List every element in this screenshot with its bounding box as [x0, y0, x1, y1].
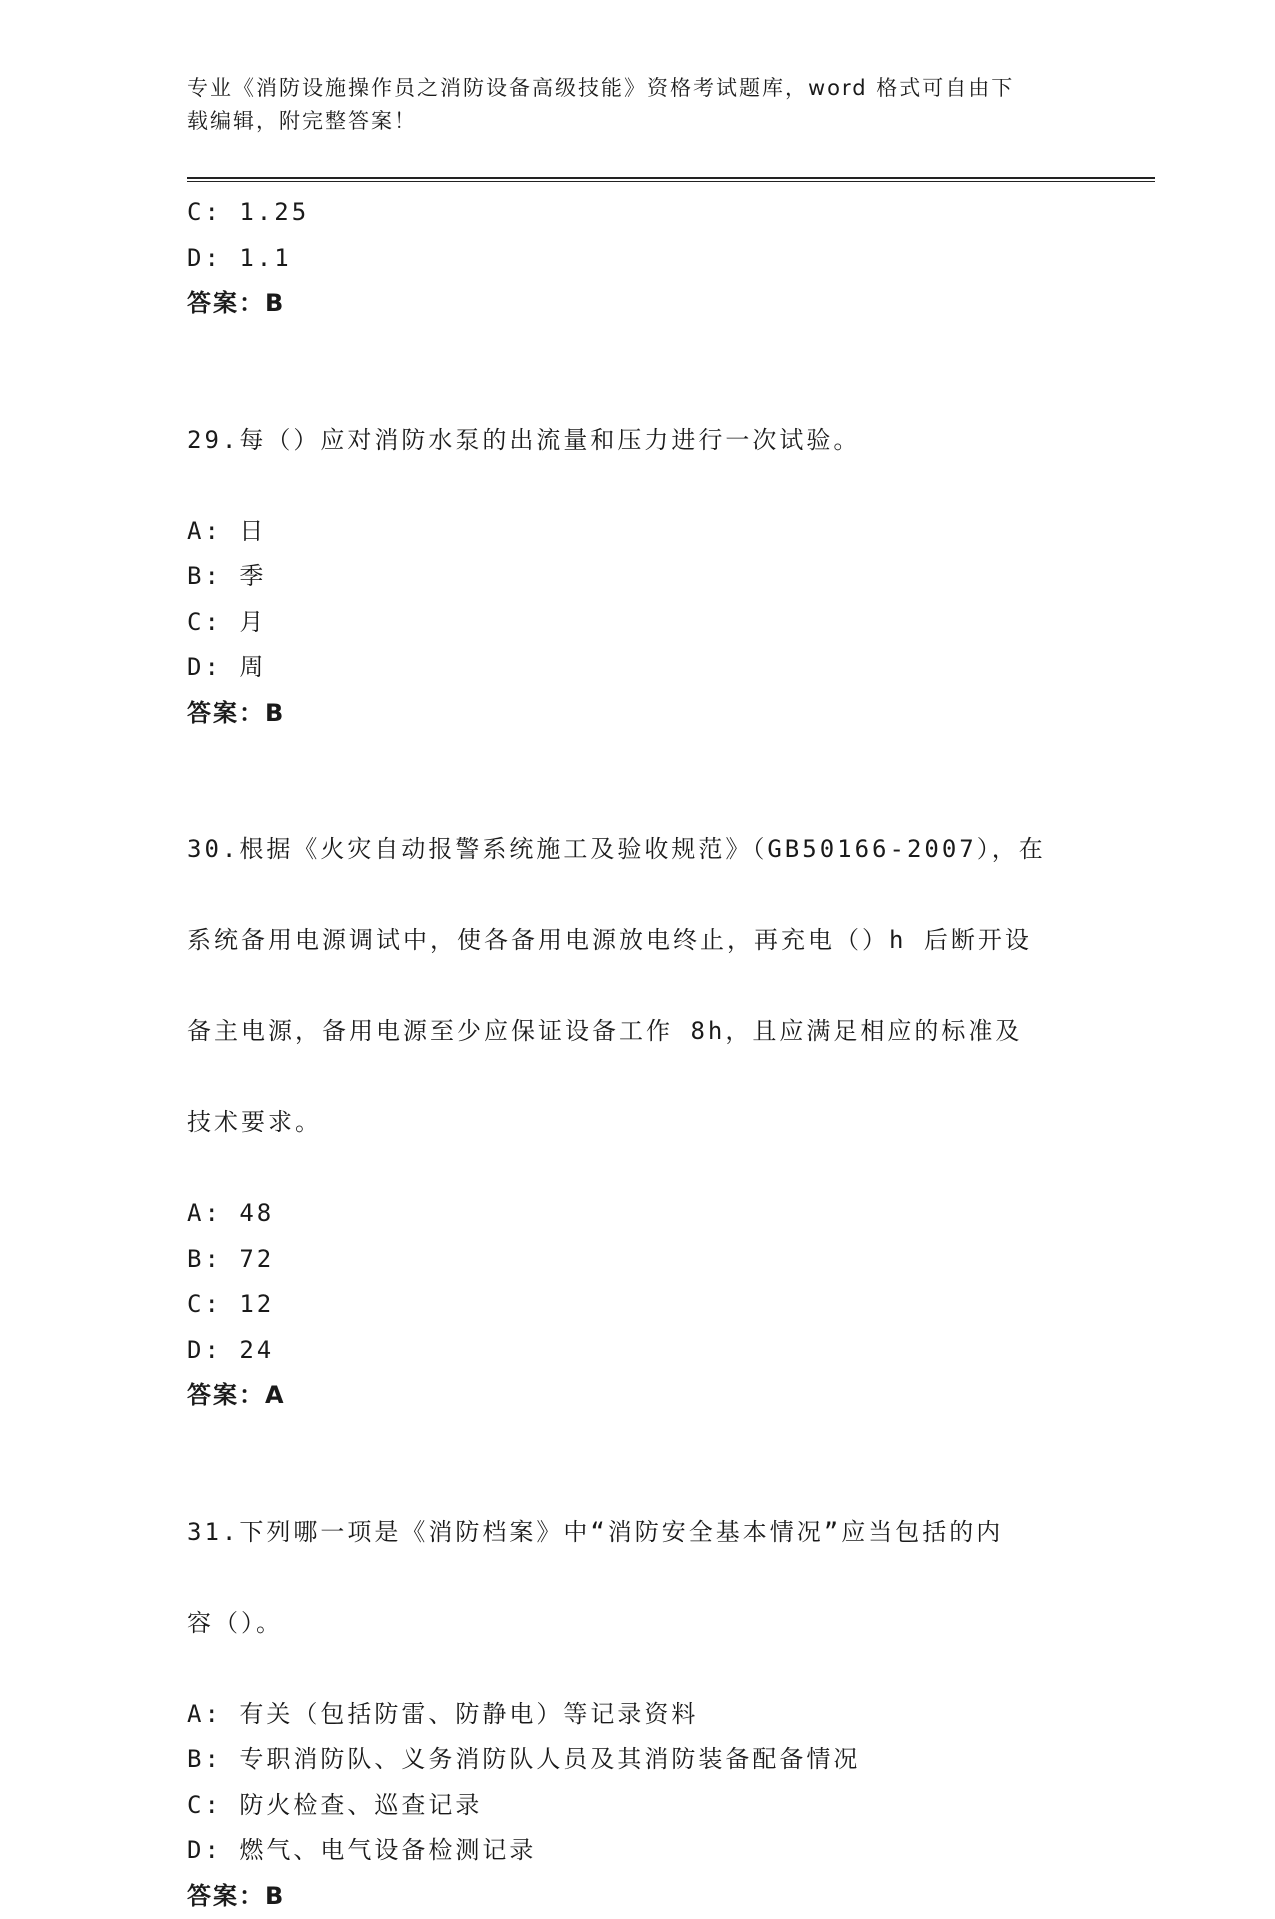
option-a	[187, 1191, 1087, 1237]
question-list	[187, 190, 1087, 1919]
option-c	[187, 600, 1087, 646]
option-c	[187, 190, 1087, 236]
option-label: B:	[187, 562, 222, 590]
option-text: 72	[239, 1245, 274, 1273]
stem-line: 30.根据《火灾自动报警系统施工及验收规范》（GB50166-2007），在	[187, 827, 1087, 873]
option-label: C:	[187, 608, 222, 636]
option-b	[187, 1737, 1087, 1783]
question-29	[187, 372, 1087, 736]
stem-line: 备主电源，备用电源至少应保证设备工作 8h，且应满足相应的标准及	[187, 1009, 1087, 1055]
question-stem	[187, 372, 1087, 509]
option-label: D:	[187, 653, 222, 681]
stem-line: 系统备用电源调试中，使各备用电源放电终止，再充电（）h 后断开设	[187, 918, 1087, 964]
option-label: A:	[187, 517, 222, 545]
option-d	[187, 236, 1087, 282]
option-c	[187, 1783, 1087, 1829]
option-d	[187, 1828, 1087, 1874]
option-text: 周	[239, 653, 266, 681]
answer-line: 答案：A	[187, 1373, 1087, 1419]
option-label: D:	[187, 1336, 222, 1364]
option-label: A:	[187, 1199, 222, 1227]
answer-line: 答案：B	[187, 691, 1087, 737]
option-text: 48	[239, 1199, 274, 1227]
option-d	[187, 1328, 1087, 1374]
option-text: 月	[239, 608, 266, 636]
option-a	[187, 509, 1087, 555]
stem-line: 29.每（）应对消防水泵的出流量和压力进行一次试验。	[187, 418, 1087, 464]
stem-line: 31.下列哪一项是《消防档案》中“消防安全基本情况”应当包括的内	[187, 1510, 1087, 1556]
page-header	[187, 72, 1067, 138]
option-text: 季	[239, 562, 266, 590]
option-text: 12	[239, 1290, 274, 1318]
option-label: B:	[187, 1245, 222, 1273]
header-text-line1: 专业《消防设施操作员之消防设备高级技能》资格考试题库，word 格式可自由下	[187, 72, 1067, 105]
option-text: 24	[239, 1336, 274, 1364]
stem-line: 技术要求。	[187, 1100, 1087, 1146]
option-label: C:	[187, 198, 222, 226]
option-c	[187, 1282, 1087, 1328]
carryover-block	[187, 190, 1087, 327]
stem-line: 容（）。	[187, 1601, 1087, 1647]
question-stem	[187, 1464, 1087, 1692]
option-a	[187, 1692, 1087, 1738]
header-divider	[187, 177, 1155, 182]
question-stem	[187, 782, 1087, 1192]
option-text: 燃气、电气设备检测记录	[239, 1836, 536, 1864]
question-31	[187, 1464, 1087, 1919]
option-label: C:	[187, 1290, 222, 1318]
option-label: B:	[187, 1745, 222, 1773]
header-text-line2: 载编辑，附完整答案！	[187, 105, 1067, 138]
option-text: 1.1	[239, 244, 291, 272]
question-30	[187, 782, 1087, 1419]
option-b	[187, 1237, 1087, 1283]
option-label: A:	[187, 1700, 222, 1728]
option-text: 有关（包括防雷、防静电）等记录资料	[239, 1700, 698, 1728]
option-text: 专职消防队、义务消防队人员及其消防装备配备情况	[239, 1745, 860, 1773]
option-text: 1.25	[239, 198, 309, 226]
option-label: D:	[187, 244, 222, 272]
answer-line: 答案：B	[187, 1874, 1087, 1919]
option-b	[187, 554, 1087, 600]
option-text: 日	[239, 517, 266, 545]
option-text: 防火检查、巡查记录	[239, 1791, 482, 1819]
option-label: D:	[187, 1836, 222, 1864]
option-label: C:	[187, 1791, 222, 1819]
option-d	[187, 645, 1087, 691]
answer-line: 答案：B	[187, 281, 1087, 327]
